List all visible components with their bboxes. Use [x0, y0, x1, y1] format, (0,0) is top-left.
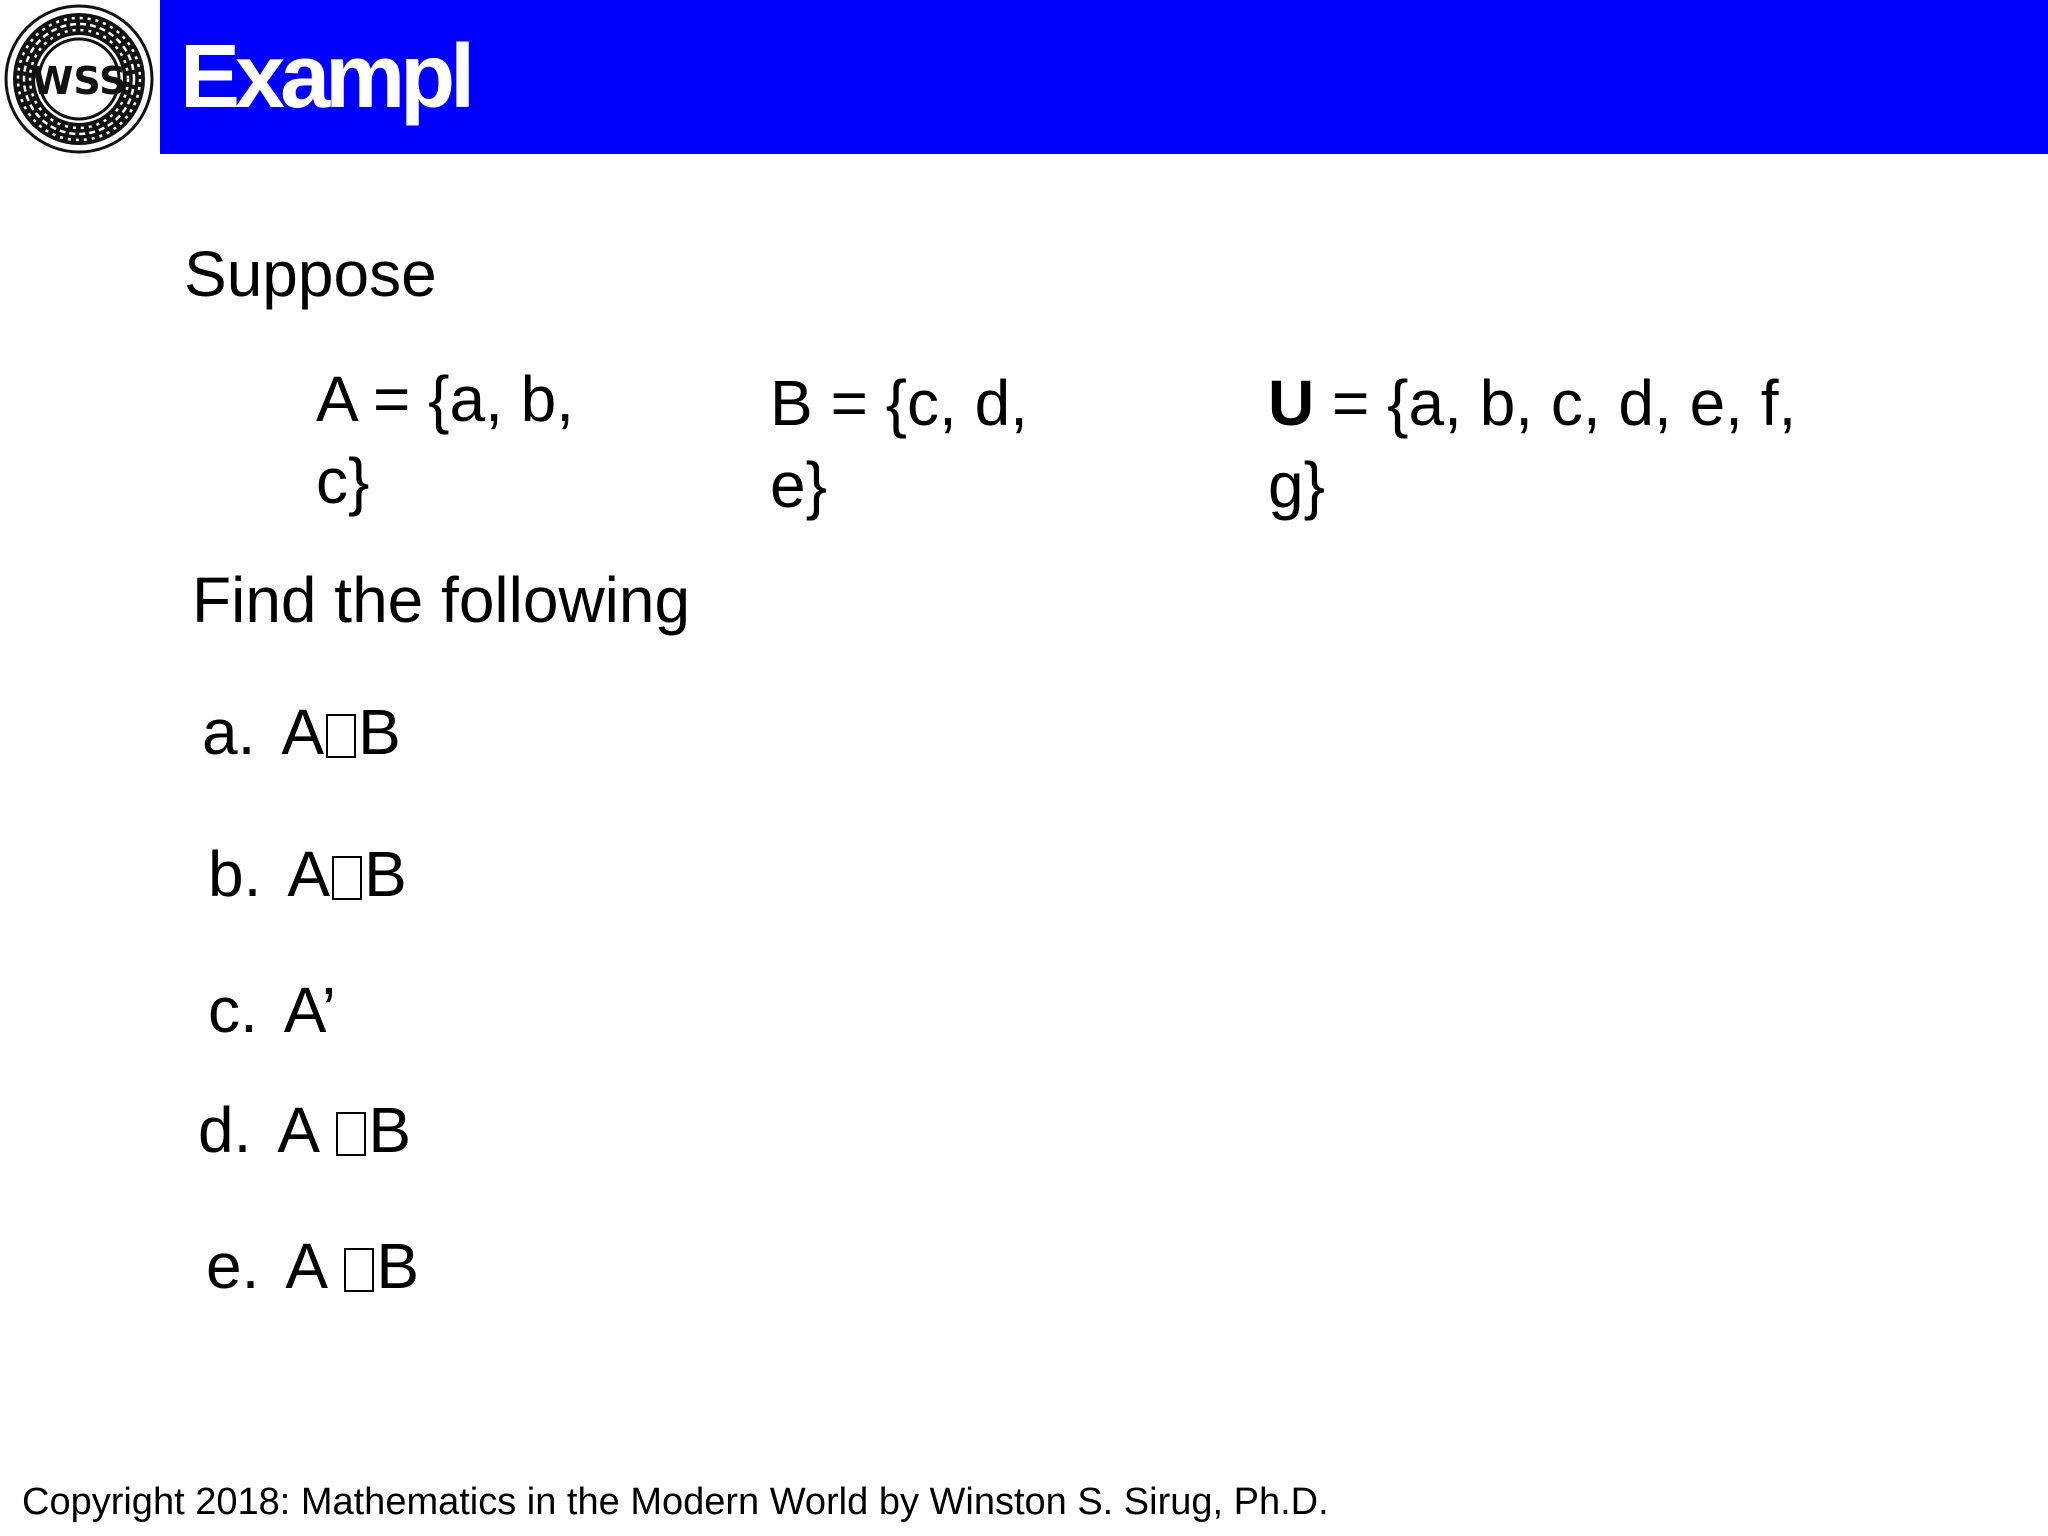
item-expression: A B: [281, 696, 401, 768]
item-label: c.: [208, 974, 258, 1046]
title-bar: [160, 0, 2048, 154]
exercise-item-a: [202, 692, 401, 772]
universal-set-elements: = {a, b, c, d, e, f, g}: [1268, 367, 1797, 521]
exercise-item-b: [208, 834, 407, 914]
exercise-item-e: [206, 1226, 419, 1306]
item-label: a.: [202, 696, 256, 768]
missing-symbol-glyph: [332, 856, 362, 900]
exercise-item-d: [198, 1090, 411, 1170]
missing-symbol-glyph: [344, 1248, 374, 1292]
exercise-item-c: [208, 970, 336, 1050]
set-b-definition: B = {c, d, e}: [770, 367, 1028, 521]
missing-symbol-glyph: [336, 1112, 366, 1156]
item-label: d.: [198, 1094, 252, 1166]
item-label: e.: [206, 1230, 260, 1302]
item-expression: A’: [283, 974, 336, 1046]
wss-seal-logo: [4, 4, 154, 154]
intro-text: Suppose: [184, 238, 437, 310]
svg-text:WSS: WSS: [31, 59, 127, 103]
copyright-footer: Copyright 2018: Mathematics in the Modern World by Winston S. Sirug, Ph.D.: [22, 1481, 1329, 1523]
item-expression: A B: [287, 838, 407, 910]
universal-set-definition: [1268, 362, 1868, 526]
missing-symbol-glyph: [326, 714, 356, 758]
item-label: b.: [208, 838, 262, 910]
set-a-definition: A = {a, b, c}: [316, 363, 574, 517]
prompt-text: Find the following: [192, 564, 691, 636]
item-expression: A B: [285, 1230, 419, 1302]
item-expression: A B: [277, 1094, 411, 1166]
universal-set-symbol: U: [1268, 367, 1315, 439]
slide-title: Exampl: [180, 27, 471, 127]
